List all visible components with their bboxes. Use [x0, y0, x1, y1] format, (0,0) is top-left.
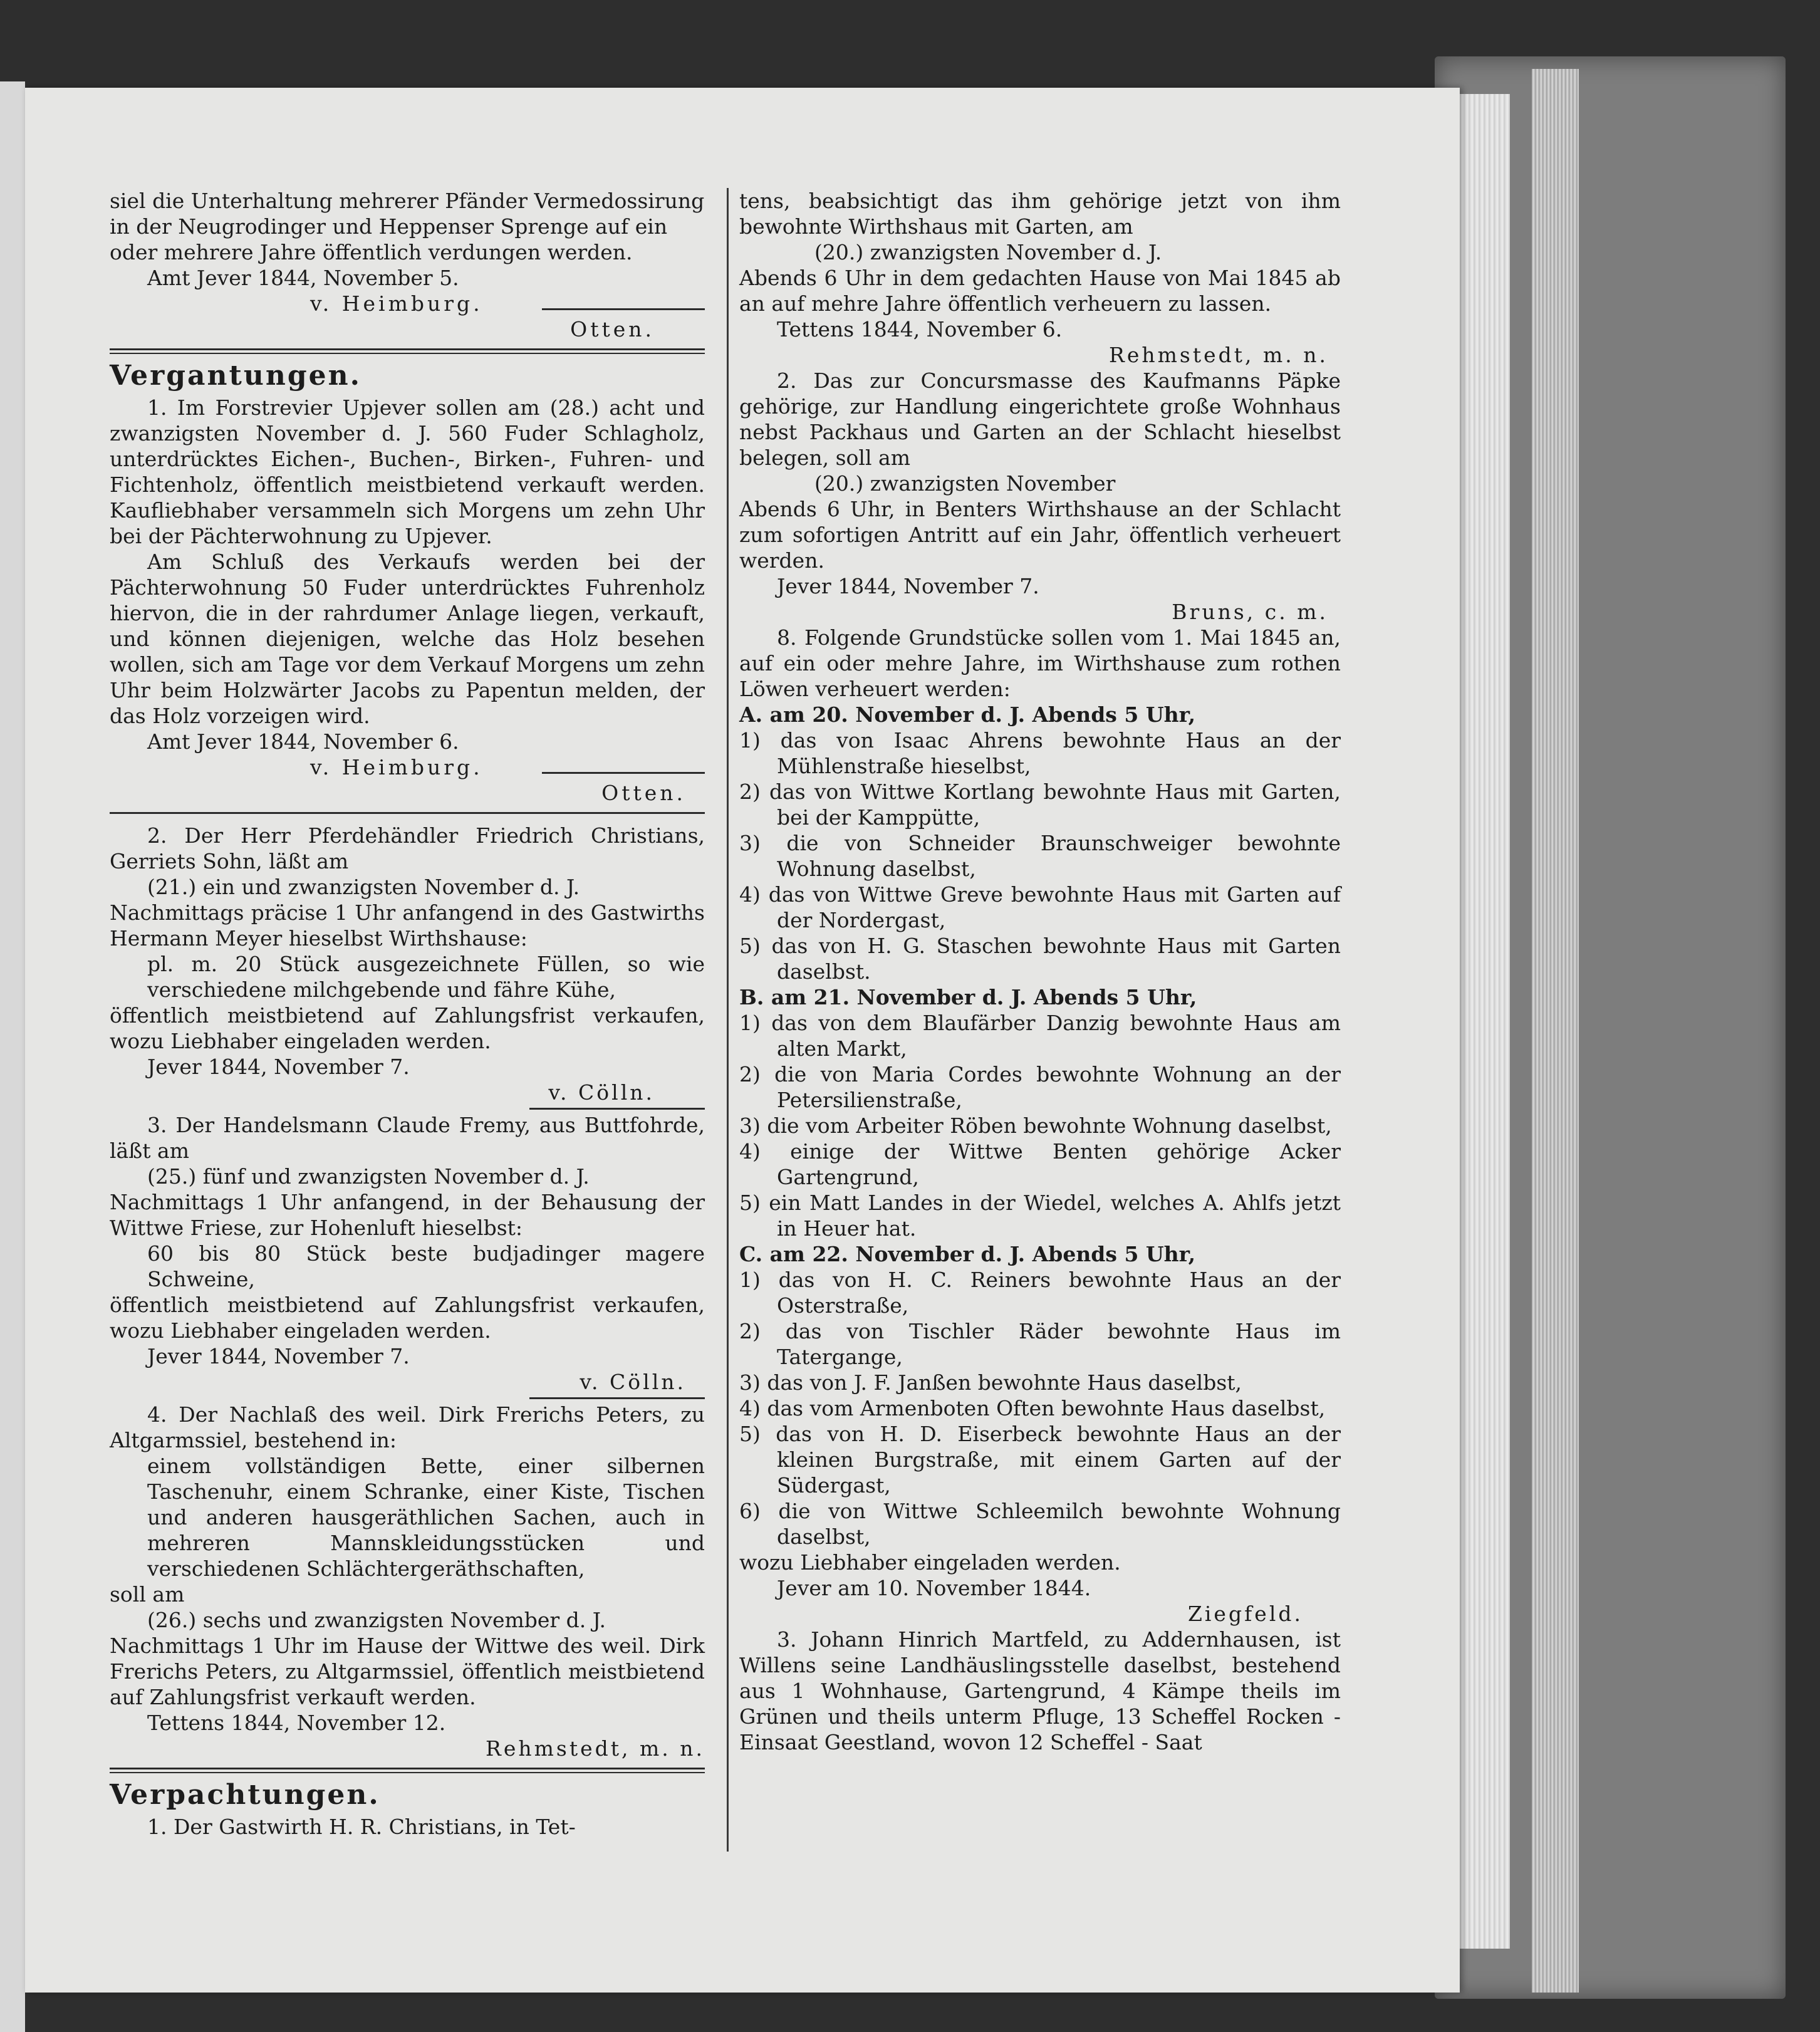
notice-2c: öffentlich meistbietend auf Zahlungsfrist verkaufen, wozu Liebhaber eingeladen werden.: [110, 1003, 705, 1053]
group-c-item: 2) das von Tischler Räder bewohnte Haus im Tatergange,: [739, 1319, 1341, 1369]
lease-2-date-line: (20.) zwanzigsten November: [814, 471, 1116, 496]
heading-verpachtungen: Verpachtungen.: [110, 1779, 380, 1811]
lease-8b: wozu Liebhaber eingeladen werden.: [739, 1550, 1121, 1575]
section-rule: [110, 1768, 705, 1773]
heading-vergantungen: Vergantungen.: [110, 360, 361, 392]
notice-2-date-line: (21.) ein und zwanzigsten November d. J.: [147, 875, 580, 899]
right-column: [739, 188, 1341, 1755]
notice-2: 2. Der Herr Pferdehändler Friedrich Christians, Gerriets Sohn, läßt am: [110, 823, 705, 873]
notice-4-signature: Rehmstedt, m. n.: [485, 1736, 705, 1761]
group-c-item: 1) das von H. C. Reiners bewohnte Haus an der Osterstraße,: [739, 1268, 1341, 1318]
group-a-heading: A. am 20. November d. J. Abends 5 Uhr,: [739, 702, 1196, 727]
group-a-item: 2) das von Wittwe Kortlang bewohnte Haus mit Garten, bei der Kamppütte,: [739, 779, 1341, 830]
lease-3: 3. Johann Hinrich Martfeld, zu Addernhausen, ist Willens seine Landhäuslingsstelle daselbst, bestehend aus 1 Wohnhause, Gartengrund, 4 Kämpe theils im Grünen und theils unterm Pfluge, 13 Scheffel Rocken - Einsaat Geestland, wovon 12 Scheffel - Saat: [739, 1627, 1341, 1754]
group-b-item: 3) die vom Arbeiter Röben bewohnte Wohnung daselbst,: [739, 1113, 1332, 1138]
lease-1-date-line: (20.) zwanzigsten November d. J.: [814, 240, 1162, 264]
notice-3: 3. Der Handelsmann Claude Fremy, aus Buttfohrde, läßt am: [110, 1113, 705, 1163]
cover-edge: [1532, 69, 1579, 1993]
notice-rule: [529, 1108, 705, 1110]
lease-2b: Abends 6 Uhr, in Benters Wirthshause an der Schlacht zum sofortigen Antritt auf ein Jahr, öffentlich verheuert werden.: [739, 497, 1341, 573]
notice-2-date: Jever 1844, November 7.: [147, 1055, 410, 1079]
notice-1-signature-line: [110, 754, 705, 780]
group-c-item: 5) das von H. D. Eiserbeck bewohnte Haus an der kleinen Burgstraße, mit einem Garten auf der Südergast,: [739, 1422, 1341, 1498]
lease-2-signature: Bruns, c. m.: [1172, 600, 1328, 624]
notice-1: 1. Im Forstrevier Upjever sollen am (28.) acht und zwanzigsten November d. J. 560 Fuder Schlagholz, unterdrücktes Eichen-, Buchen-, Birken-, Fuhren- und Fichtenholz, öffentlich meistbietend verkauft werden. Kaufliebhaber versammeln sich Morgens um zehn Uhr bei der Pächterwohnung zu Upjever.: [110, 395, 705, 548]
signature-rule: [542, 772, 705, 774]
group-c-item: 3) das von J. F. Janßen bewohnte Haus daselbst,: [739, 1370, 1242, 1395]
left-column: [110, 188, 705, 1840]
lease-8: 8. Folgende Grundstücke sollen vom 1. Mai 1845 an, auf ein oder mehre Jahre, im Wirthshause zum rothen Löwen verheuert werden:: [739, 625, 1341, 701]
group-c-list: [739, 1267, 1341, 1550]
notice-1-signature: v. Heimburg.: [310, 755, 483, 779]
intro-line-1: siel die Unterhaltung mehrerer Pfänder Vermedossirung: [110, 189, 705, 213]
notice-3b: Nachmittags 1 Uhr anfangend, in der Behausung der Wittwe Friese, zur Hohenluft hieselbst:: [110, 1190, 705, 1240]
intro-line-3: oder mehrere Jahre öffentlich verdungen werden.: [110, 240, 633, 264]
lease-1: 1. Der Gastwirth H. R. Christians, in Tet-: [147, 1815, 576, 1839]
intro-signature-line: [110, 291, 705, 316]
group-c-heading: C. am 22. November d. J. Abends 5 Uhr,: [739, 1242, 1196, 1266]
column-divider: [727, 188, 729, 1852]
lease-1b: Abends 6 Uhr in dem gedachten Hause von Mai 1845 ab an auf mehre Jahre öffentlich verheuern zu lassen.: [739, 266, 1341, 316]
notice-1b: Am Schluß des Verkaufs werden bei der Pächterwohnung 50 Fuder unterdrücktes Fuhrenholz hiervon, die in der rahrdumer Anlage liegen, verkauft, und können diejenigen, welche das Holz besehen wollen, sich am Tage vor dem Verkauf Morgens um zehn Uhr beim Holzwärter Jacobs zu Papentun melden, der das Holz vorzeigen wird.: [110, 550, 705, 728]
group-a-item: 4) das von Wittwe Greve bewohnte Haus mit Garten auf der Nordergast,: [739, 882, 1341, 932]
group-b-item: 5) ein Matt Landes in der Wiedel, welches A. Ahlfs jetzt in Heuer hat.: [739, 1191, 1341, 1241]
group-a-list: [739, 727, 1341, 984]
lease-2-date: Jever 1844, November 7.: [777, 574, 1039, 598]
group-c-item: 4) das vom Armenboten Often bewohnte Haus daselbst,: [739, 1396, 1326, 1420]
signature-rule: [542, 308, 705, 310]
group-b-item: 1) das von dem Blaufärber Danzig bewohnte Haus am alten Markt,: [739, 1011, 1341, 1061]
lease-8-date: Jever am 10. November 1844.: [777, 1576, 1091, 1600]
lease-2: 2. Das zur Concursmasse des Kaufmanns Päpke gehörige, zur Handlung eingerichtete große Wohnhaus nebst Packhaus und Garten an der Schlacht hieselbst belegen, soll am: [739, 368, 1341, 470]
lease-8-signature: Ziegfeld.: [1187, 1602, 1303, 1626]
group-c-item: 6) die von Wittwe Schleemilch bewohnte Wohnung daselbst,: [739, 1499, 1341, 1549]
notice-rule: [110, 812, 705, 814]
notice-2-signature: v. Cölln.: [548, 1080, 655, 1105]
notice-2b: Nachmittags präcise 1 Uhr anfangend in des Gastwirths Hermann Meyer hieselbst Wirthshause:: [110, 900, 705, 951]
notice-2-goods: pl. m. 20 Stück ausgezeichnete Füllen, so wie verschiedene milchgebende und fähre Kühe,: [147, 952, 705, 1002]
intro-signature: v. Heimburg.: [310, 291, 483, 316]
lease-1-date: Tettens 1844, November 6.: [777, 317, 1063, 341]
group-b-item: 2) die von Maria Cordes bewohnte Wohnung an der Petersilienstraße,: [739, 1062, 1341, 1112]
intro-signature-2: Otten.: [570, 317, 655, 341]
section-rule: [110, 348, 705, 354]
notice-3-signature: v. Cölln.: [580, 1370, 686, 1394]
group-b-heading: B. am 21. November d. J. Abends 5 Uhr,: [739, 985, 1197, 1009]
group-a-item: 3) die von Schneider Braunschweiger bewohnte Wohnung daselbst,: [739, 831, 1341, 881]
intro-date: Amt Jever 1844, November 5.: [147, 266, 459, 290]
group-b-list: [739, 1010, 1341, 1241]
book-spine-left: [0, 81, 25, 2032]
notice-1-date: Amt Jever 1844, November 6.: [147, 729, 459, 754]
notice-3-date: Jever 1844, November 7.: [147, 1344, 410, 1368]
notice-4-date: Tettens 1844, November 12.: [147, 1711, 446, 1735]
group-b-item: 4) einige der Wittwe Benten gehörige Acker Gartengrund,: [739, 1139, 1341, 1189]
notice-3-goods: 60 bis 80 Stück beste budjadinger magere Schweine,: [147, 1241, 705, 1291]
notice-3-date-line: (25.) fünf und zwanzigsten November d. J.: [147, 1164, 590, 1189]
notice-4-date-line: (26.) sechs und zwanzigsten November d. J.: [147, 1608, 606, 1632]
notice-4c: Nachmittags 1 Uhr im Hause der Wittwe des weil. Dirk Frerichs Peters, zu Altgarmssiel, öffentlich meistbietend auf Zahlungsfrist verkauft werden.: [110, 1633, 705, 1709]
notice-4b: soll am: [110, 1582, 185, 1607]
notice-3c: öffentlich meistbietend auf Zahlungsfrist verkaufen, wozu Liebhaber eingeladen werden.: [110, 1293, 705, 1343]
intro-line-2: in der Neugrodinger und Heppenser Sprenge auf ein: [110, 214, 668, 239]
lease-1-signature: Rehmstedt, m. n.: [1108, 343, 1328, 367]
group-a-item: 5) das von H. G. Staschen bewohnte Haus mit Garten daselbst.: [739, 934, 1341, 984]
notice-4-goods: einem vollständigen Bette, einer silbernen Taschenuhr, einem Schranke, einer Kiste, Tischen und anderen hausgeräthlichen Sachen, auch in mehreren Mannskleidungsstücken und verschiedenen Schlächtergeräthschaften,: [147, 1454, 705, 1581]
notice-rule: [529, 1397, 705, 1399]
lease-1-continued: tens, beabsichtigt das ihm gehörige jetzt von ihm bewohnte Wirthshaus mit Garten, am: [739, 189, 1341, 239]
notice-4: 4. Der Nachlaß des weil. Dirk Frerichs Peters, zu Altgarmssiel, bestehend in:: [110, 1402, 705, 1452]
notice-1-signature-2: Otten.: [601, 781, 686, 805]
group-a-item: 1) das von Isaac Ahrens bewohnte Haus an der Mühlenstraße hieselbst,: [739, 728, 1341, 778]
